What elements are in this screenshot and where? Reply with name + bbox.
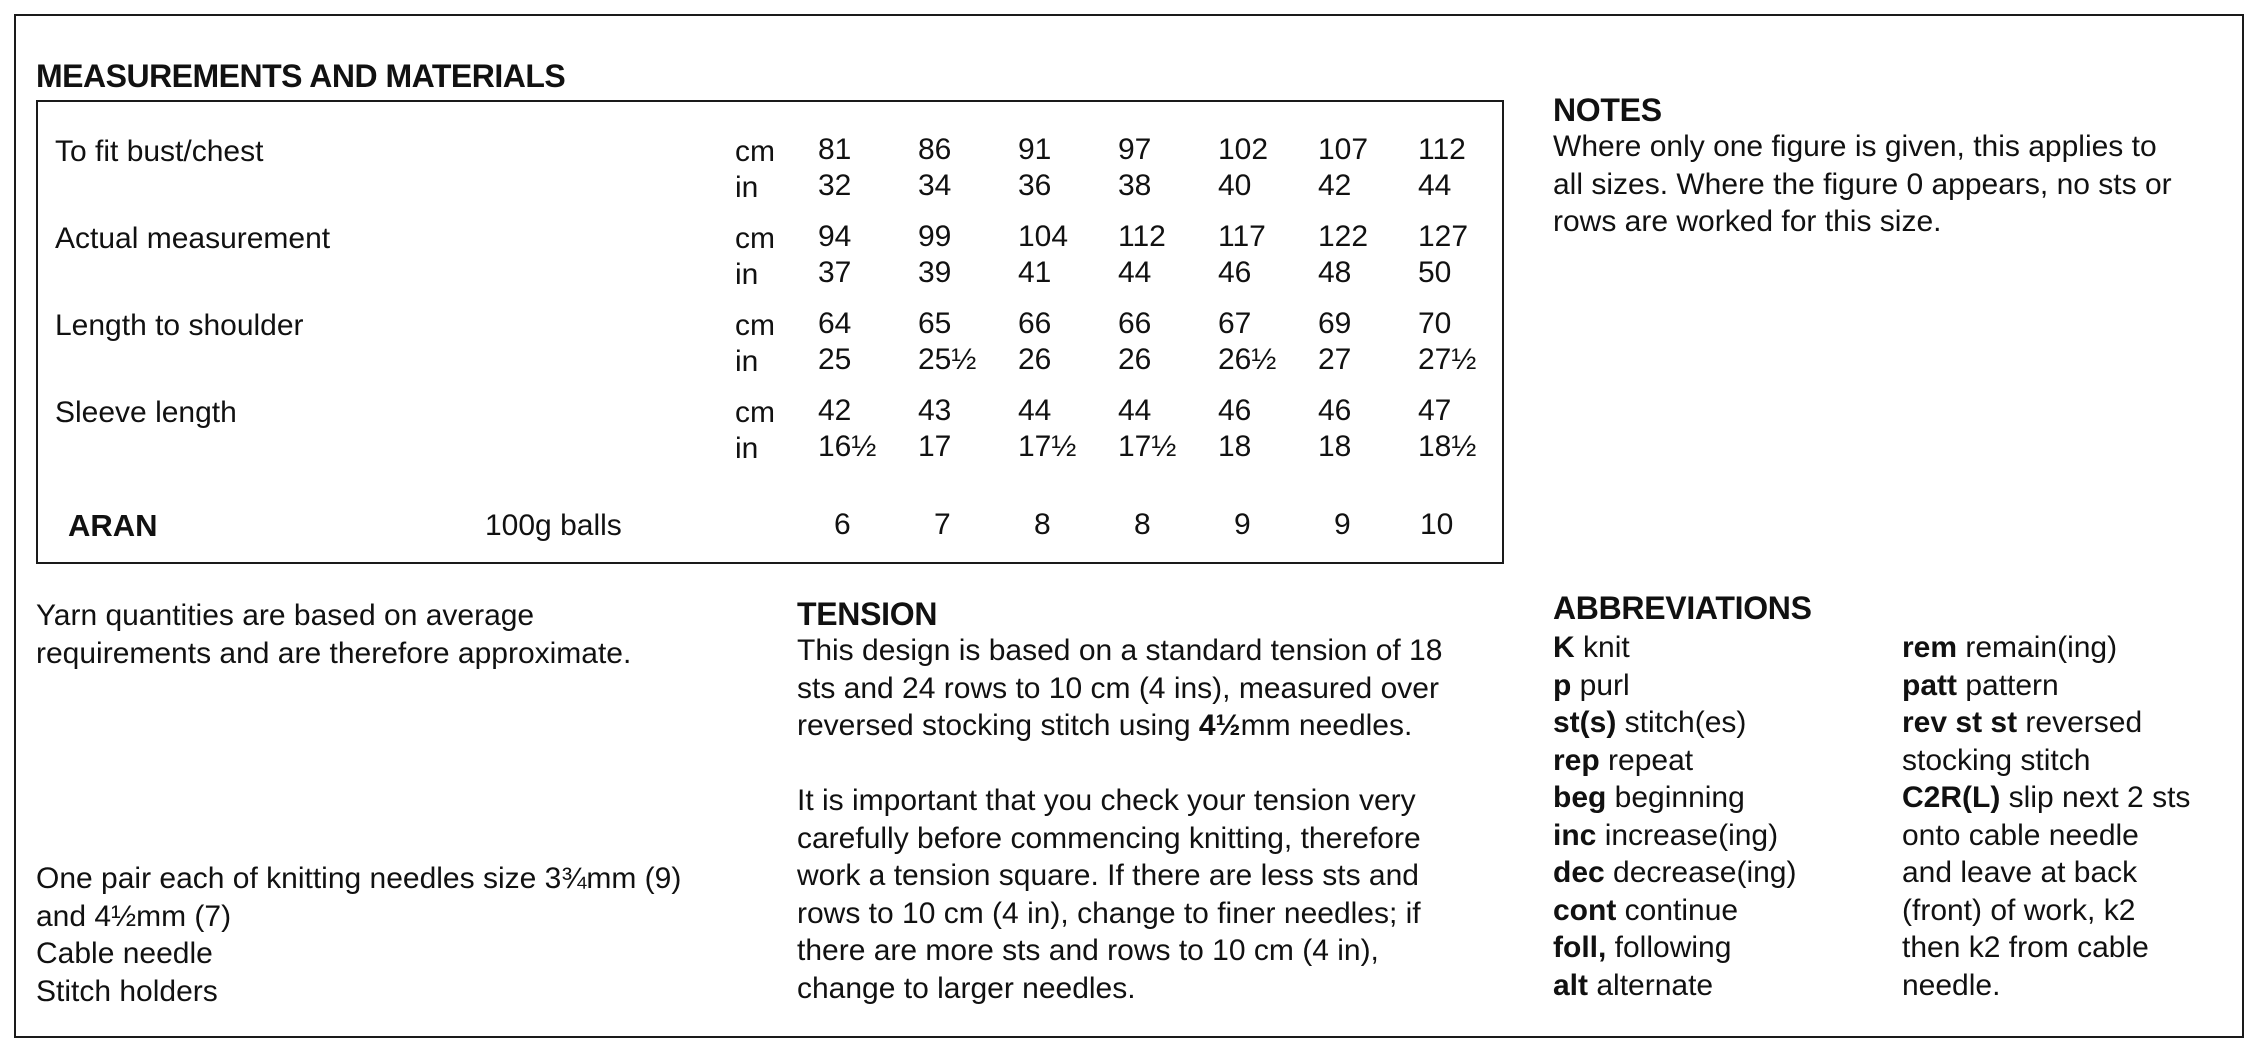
value-cm: 102	[1218, 133, 1269, 166]
yarn-name: ARAN	[68, 508, 158, 543]
notes-text	[1553, 128, 2172, 241]
measurement-label: Sleeve length	[55, 396, 237, 429]
value-in: 26	[1118, 343, 1152, 376]
yarn-note-line: Yarn quantities are based on average	[36, 599, 535, 632]
value-in: 46	[1218, 256, 1252, 289]
unit-cm: cm	[735, 135, 775, 168]
value-cm: 91	[1018, 133, 1052, 166]
value-cm: 107	[1318, 133, 1369, 166]
measurement-label: To fit bust/chest	[55, 135, 264, 168]
value-in: 27	[1318, 343, 1352, 376]
tension-line: change to larger needles.	[797, 971, 1136, 1005]
materials-line: One pair each of knitting needles size 3¾mm (9)	[36, 862, 682, 895]
abbreviation-entry	[1553, 854, 1796, 892]
abbreviation-meaning: beginning	[1606, 781, 1745, 814]
value-in: 26	[1018, 343, 1052, 376]
abbreviation-entry	[1553, 892, 1796, 930]
value-in: 18½	[1418, 430, 1477, 463]
abbreviation-term: p	[1553, 668, 1572, 702]
abbreviation-term: rev st st	[1902, 706, 2018, 739]
abbreviation-meaning: increase(ing)	[1596, 818, 1779, 852]
abbreviation-meaning: (front) of work, k2	[1902, 893, 2136, 927]
value-in: 41	[1018, 256, 1052, 289]
materials-line: and 4½mm (7)	[36, 899, 232, 933]
abbreviation-meaning: decrease(ing)	[1604, 856, 1797, 889]
notes-line: all sizes. Where the figure 0 appears, no sts or	[1553, 167, 2172, 201]
abbreviation-entry	[1553, 779, 1796, 817]
abbreviation-entry	[1553, 967, 1796, 1005]
value-cm: 44	[1118, 394, 1152, 427]
abbreviation-entry	[1553, 742, 1796, 780]
abbreviation-meaning: knit	[1574, 631, 1630, 664]
abbreviation-entry	[1902, 967, 2190, 1005]
value-in: 37	[818, 256, 852, 289]
abbreviation-entry	[1902, 629, 2190, 667]
materials-list	[36, 860, 681, 1010]
value-cm: 94	[818, 220, 852, 253]
abbreviation-meaning: stitch(es)	[1616, 706, 1747, 739]
value-cm: 122	[1318, 220, 1369, 253]
abbreviation-meaning: following	[1606, 931, 1732, 964]
abbreviation-entry	[1902, 817, 2190, 855]
tension-heading: TENSION	[797, 596, 938, 632]
abbreviation-term: rem	[1902, 631, 1958, 664]
materials-line: Stitch holders	[36, 974, 218, 1008]
value-cm: 43	[918, 394, 952, 427]
abbreviation-meaning: pattern	[1957, 668, 2059, 702]
abbreviation-entry	[1902, 854, 2190, 892]
tension-line: It is important that you check your tension very	[797, 784, 1416, 817]
value-cm: 127	[1418, 220, 1469, 253]
abbreviation-term: st(s)	[1553, 706, 1617, 739]
abbreviation-term: rep	[1553, 743, 1600, 777]
abbreviation-term: alt	[1553, 968, 1589, 1002]
value-in: 17½	[1118, 430, 1177, 463]
abbreviation-meaning: onto cable needle	[1902, 818, 2139, 852]
tension-needle-size: 4½	[1198, 709, 1241, 742]
value-cm: 42	[818, 394, 852, 427]
yarn-balls-value: 9	[1334, 508, 1351, 541]
value-cm: 44	[1018, 394, 1052, 427]
abbreviation-meaning: alternate	[1588, 968, 1714, 1002]
abbreviation-term: patt	[1902, 668, 1957, 702]
value-in: 17	[918, 430, 952, 463]
unit-in: in	[735, 171, 759, 204]
tension-line-text: reversed stocking stitch using	[797, 709, 1199, 742]
notes-heading: NOTES	[1553, 92, 1662, 128]
abbreviation-term: inc	[1553, 818, 1597, 852]
abbreviation-entry	[1902, 779, 2190, 817]
value-cm: 67	[1218, 307, 1252, 340]
abbreviation-meaning: purl	[1571, 668, 1630, 702]
value-in: 18	[1218, 430, 1252, 463]
abbreviation-meaning: remain(ing)	[1957, 631, 2118, 664]
tension-line: there are more sts and rows to 10 cm (4 in),	[797, 934, 1379, 967]
page-title: MEASUREMENTS AND MATERIALS	[36, 58, 566, 94]
abbreviation-meaning: then k2 from cable	[1902, 931, 2149, 964]
abbreviation-entry	[1902, 667, 2190, 705]
abbreviation-entry	[1902, 929, 2190, 967]
value-cm: 99	[918, 220, 952, 253]
value-in: 39	[918, 256, 952, 289]
tension-line: sts and 24 rows to 10 cm (4 ins), measured over	[797, 671, 1439, 705]
value-cm: 64	[818, 307, 852, 340]
abbreviation-term: K	[1553, 631, 1575, 664]
yarn-note-line: requirements and are therefore approximate.	[36, 636, 632, 670]
value-in: 17½	[1018, 430, 1077, 463]
tension-line: work a tension square. If there are less sts and	[797, 859, 1419, 892]
abbreviation-meaning: repeat	[1599, 743, 1694, 777]
measurement-label: Actual measurement	[55, 222, 331, 255]
value-cm: 69	[1318, 307, 1352, 340]
unit-cm: cm	[735, 396, 775, 429]
yarn-balls-value: 10	[1420, 508, 1454, 541]
value-in: 16½	[818, 430, 877, 463]
tension-line: rows to 10 cm (4 in), change to finer needles; if	[797, 896, 1421, 930]
value-cm: 86	[918, 133, 952, 166]
value-in: 44	[1418, 169, 1452, 202]
abbreviation-term: cont	[1553, 893, 1617, 927]
abbreviation-term: dec	[1553, 856, 1605, 889]
abbreviation-term: C2R(L)	[1902, 781, 2001, 814]
tension-line	[797, 707, 1442, 745]
abbreviation-entry	[1553, 929, 1796, 967]
value-in: 50	[1418, 256, 1452, 289]
value-cm: 81	[818, 133, 852, 166]
notes-line: rows are worked for this size.	[1553, 205, 1942, 238]
abbreviation-entry	[1553, 667, 1796, 705]
yarn-balls-value: 6	[834, 508, 851, 541]
tension-text	[797, 632, 1442, 1007]
abbreviations-column-1	[1553, 629, 1796, 1004]
value-in: 27½	[1418, 343, 1477, 376]
tension-line: carefully before commencing knitting, therefore	[797, 821, 1421, 855]
value-in: 25	[818, 343, 852, 376]
yarn-balls-value: 8	[1034, 508, 1051, 541]
value-in: 34	[918, 169, 952, 202]
abbreviation-entry	[1553, 629, 1796, 667]
value-in: 36	[1018, 169, 1052, 202]
tension-line: This design is based on a standard tension of 18	[797, 634, 1443, 667]
abbreviation-meaning: slip next 2 sts	[2000, 781, 2191, 814]
abbreviation-entry	[1553, 704, 1796, 742]
unit-cm: cm	[735, 222, 775, 255]
yarn-balls-value: 8	[1134, 508, 1151, 541]
abbreviations-heading: ABBREVIATIONS	[1553, 590, 1812, 626]
measurement-label: Length to shoulder	[55, 309, 304, 342]
abbreviation-term: foll,	[1553, 931, 1607, 964]
unit-in: in	[735, 258, 759, 291]
unit-in: in	[735, 345, 759, 378]
value-cm: 66	[1118, 307, 1152, 340]
value-in: 44	[1118, 256, 1152, 289]
value-in: 18	[1318, 430, 1352, 463]
abbreviation-entry	[1902, 704, 2190, 742]
value-cm: 46	[1218, 394, 1252, 427]
value-in: 48	[1318, 256, 1352, 289]
value-cm: 65	[918, 307, 952, 340]
value-in: 25½	[918, 343, 977, 376]
yarn-unit: 100g balls	[485, 509, 622, 542]
yarn-balls-value: 7	[934, 508, 951, 541]
value-cm: 97	[1118, 133, 1152, 166]
abbreviation-meaning: reversed	[2017, 706, 2143, 739]
abbreviation-term: beg	[1553, 781, 1607, 814]
value-cm: 112	[1418, 133, 1466, 166]
materials-line: Cable needle	[36, 937, 213, 970]
abbreviation-meaning: and leave at back	[1902, 856, 2138, 889]
abbreviation-entry	[1902, 892, 2190, 930]
value-in: 42	[1318, 169, 1352, 202]
value-in: 38	[1118, 169, 1152, 202]
value-cm: 47	[1418, 394, 1452, 427]
abbreviation-meaning: stocking stitch	[1902, 743, 2091, 777]
value-in: 32	[818, 169, 852, 202]
value-in: 40	[1218, 169, 1252, 202]
yarn-balls-value: 9	[1234, 508, 1251, 541]
abbreviation-meaning: continue	[1616, 893, 1739, 927]
notes-line: Where only one figure is given, this applies to	[1553, 130, 2157, 163]
unit-cm: cm	[735, 309, 775, 342]
value-cm: 70	[1418, 307, 1452, 340]
unit-in: in	[735, 432, 759, 465]
tension-line-text: mm needles.	[1240, 709, 1413, 742]
yarn-note	[36, 597, 631, 672]
value-in: 26½	[1218, 343, 1277, 376]
value-cm: 46	[1318, 394, 1352, 427]
abbreviation-entry	[1553, 817, 1796, 855]
value-cm: 117	[1218, 220, 1266, 253]
value-cm: 112	[1118, 220, 1166, 253]
abbreviation-entry	[1902, 742, 2190, 780]
abbreviation-meaning: needle.	[1902, 968, 2001, 1002]
value-cm: 66	[1018, 307, 1052, 340]
abbreviations-column-2	[1902, 629, 2190, 1004]
value-cm: 104	[1018, 220, 1069, 253]
